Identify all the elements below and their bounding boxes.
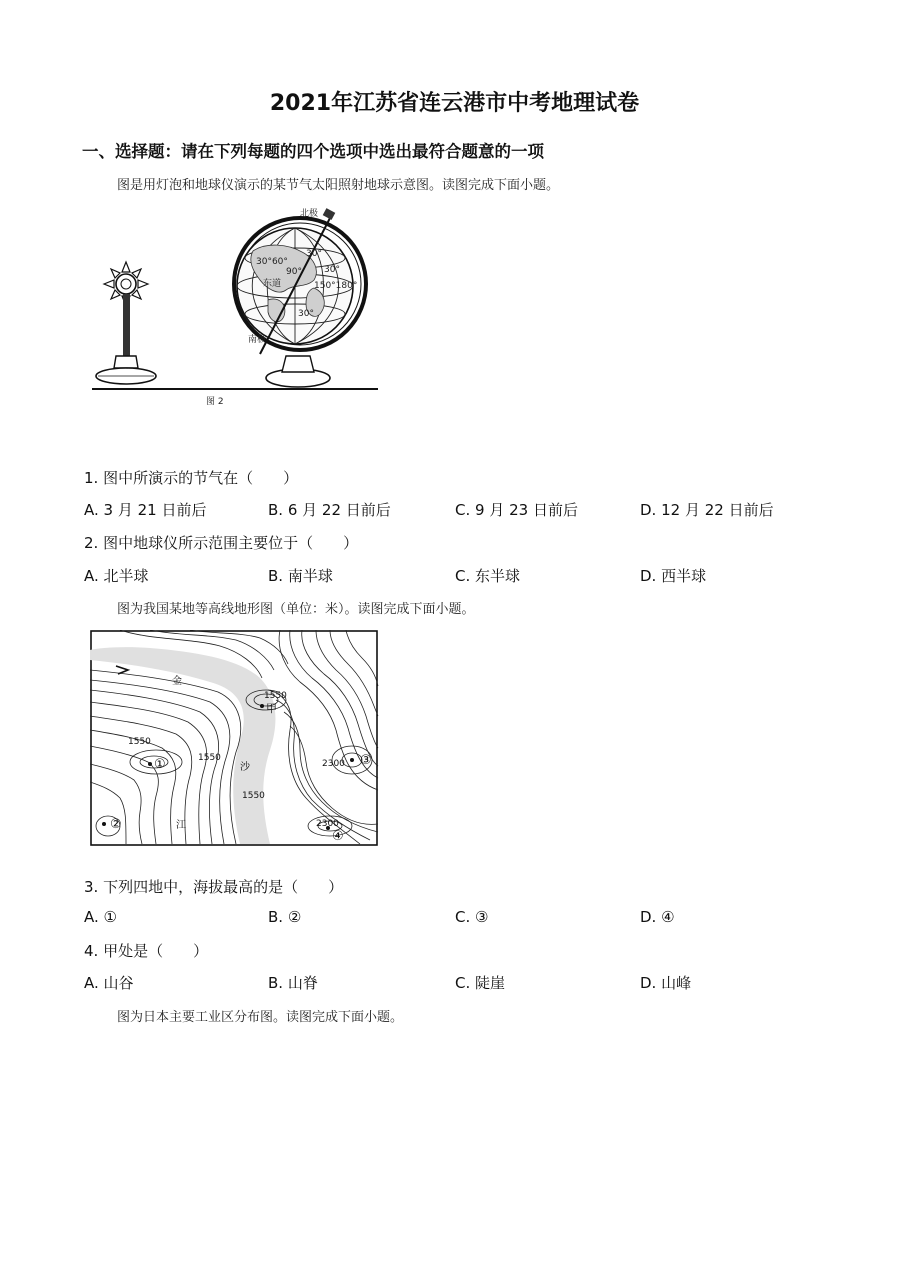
lon-60-label: 30°60°	[256, 257, 288, 267]
question-4-option-d[interactable]: D. 山峰	[640, 974, 692, 992]
figure1-intro: 图是用灯泡和地球仪演示的某节气太阳照射地球示意图。读图完成下面小题。	[117, 178, 560, 193]
question-2-option-c[interactable]: C. 东半球	[455, 567, 521, 585]
globe-lamp-figure	[88, 196, 388, 406]
contour-2300-right-label: 2300	[322, 759, 345, 769]
north-pole-label: 北极	[300, 209, 319, 219]
figure1-caption: 图 2	[206, 397, 224, 406]
lon-90-label: 90°	[286, 267, 302, 277]
river-char-1: 金	[172, 676, 182, 687]
equator-label: 东道	[263, 279, 282, 289]
lat-30n-label: 30°	[306, 249, 322, 259]
question-3-option-a[interactable]: A. ①	[84, 908, 117, 926]
jia-label: 甲	[266, 702, 277, 715]
question-1-option-d[interactable]: D. 12 月 22 日前后	[640, 501, 774, 519]
lat-30s-label: 30°	[298, 309, 314, 319]
lon-w30-label: 30°	[324, 265, 340, 275]
point-2-label: ②	[110, 817, 122, 832]
river-char-2: 沙	[240, 762, 250, 773]
contour-1550-mid-label: 1550	[198, 753, 221, 763]
contour-2300-bottom-label: 2300	[316, 819, 339, 829]
section-heading: 一、选择题：请在下列每题的四个选项中选出最符合题意的一项	[82, 142, 544, 161]
point-3-label: ③	[360, 753, 372, 768]
question-4-option-c[interactable]: C. 陡崖	[455, 974, 506, 992]
contour-1550-bottom-label: 1550	[242, 791, 265, 801]
question-1-option-a[interactable]: A. 3 月 21 日前后	[84, 501, 207, 519]
figure3-intro: 图为日本主要工业区分布图。读图完成下面小题。	[117, 1010, 404, 1025]
point-4-label: ④	[332, 829, 344, 844]
question-2-stem: 2. 图中地球仪所示范围主要位于（ ）	[84, 534, 359, 552]
question-3-option-d[interactable]: D. ④	[640, 908, 675, 926]
page-title: 2021年江苏省连云港市中考地理试卷	[269, 91, 640, 116]
question-1-option-c[interactable]: C. 9 月 23 日前后	[455, 501, 578, 519]
question-1-stem: 1. 图中所演示的节气在（ ）	[84, 469, 299, 487]
question-4-option-b[interactable]: B. 山脊	[268, 974, 318, 992]
question-2-option-a[interactable]: A. 北半球	[84, 567, 149, 585]
river-char-3: 江	[176, 820, 186, 831]
question-4-option-a[interactable]: A. 山谷	[84, 974, 134, 992]
question-3-option-b[interactable]: B. ②	[268, 908, 302, 926]
question-4-stem: 4. 甲处是（ ）	[84, 942, 209, 960]
contour-map-figure	[90, 630, 380, 848]
question-3-stem: 3. 下列四地中，海拔最高的是（ ）	[84, 878, 344, 896]
contour-1550-left-label: 1550	[128, 737, 151, 747]
figure2-intro: 图为我国某地等高线地形图（单位：米）。读图完成下面小题。	[117, 602, 475, 617]
question-2-option-d[interactable]: D. 西半球	[640, 567, 707, 585]
question-2-option-b[interactable]: B. 南半球	[268, 567, 333, 585]
point-1-label: ①	[154, 757, 166, 772]
lon-180-label: 150°180°	[314, 281, 358, 291]
south-pole-label: 南极	[248, 335, 267, 345]
question-3-option-c[interactable]: C. ③	[455, 908, 489, 926]
question-1-option-b[interactable]: B. 6 月 22 日前后	[268, 501, 391, 519]
contour-1550-top-label: 1550	[264, 691, 287, 701]
